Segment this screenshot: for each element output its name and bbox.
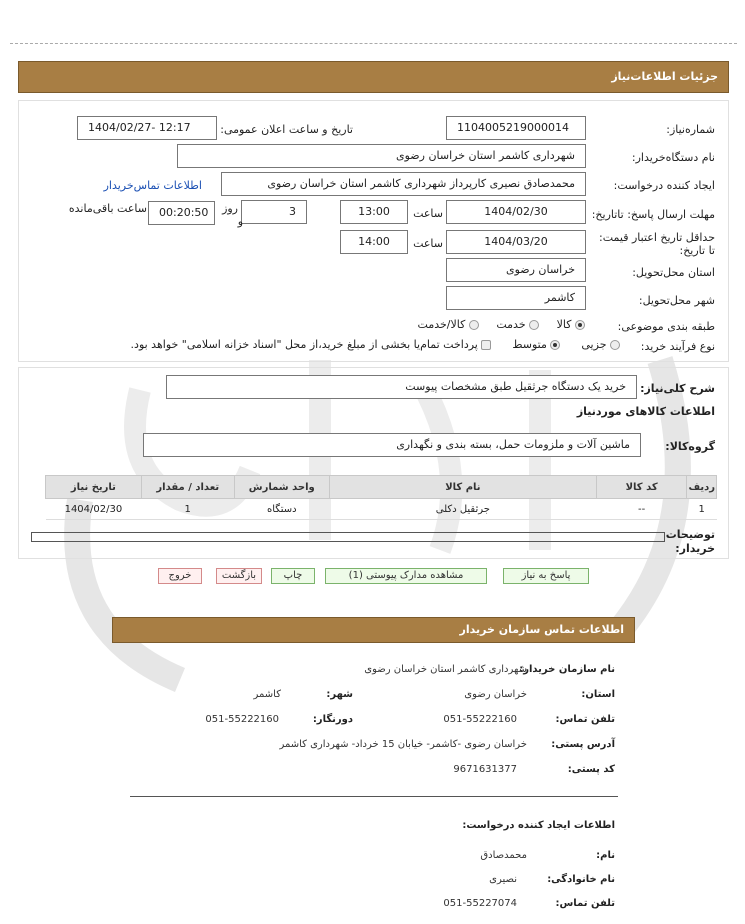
- contact-city-value: کاشمر: [253, 689, 281, 700]
- process-options: [131, 338, 620, 351]
- summary-label: شرح کلی‌نیاز:: [640, 382, 715, 395]
- goods-table-header: [46, 476, 717, 499]
- need-number-label: شماره‌نیاز:: [666, 123, 715, 136]
- process-option-medium: متوسط: [512, 338, 547, 351]
- table-row: [46, 499, 717, 520]
- col-code: کد کالا: [596, 476, 687, 499]
- category-option-goods: کالا: [556, 318, 572, 331]
- buyer-label: نام دستگاه‌خریدار:: [631, 151, 715, 164]
- category-radio-both[interactable]: [469, 320, 479, 330]
- goods-group-field: ماشین آلات و ملزومات حمل، بسته بندی و نگهداری: [143, 433, 641, 457]
- creator-family-label: نام خانوادگی:: [547, 874, 615, 885]
- contact-address-value: خراسان رضوی -کاشمر- خیابان 15 خرداد- شهرداری کاشمر: [279, 739, 527, 750]
- process-radio-minor[interactable]: [610, 340, 620, 350]
- buyer-field: شهرداری کاشمر استان خراسان رضوی: [177, 144, 586, 168]
- city-field: کاشمر: [446, 286, 586, 310]
- cell-qty: 1: [141, 499, 234, 520]
- category-radio-goods[interactable]: [575, 320, 585, 330]
- creator-name-label: نام:: [596, 850, 615, 861]
- process-radio-medium[interactable]: [550, 340, 560, 350]
- category-option-service: خدمت: [496, 318, 526, 331]
- deadline-time-field: 13:00: [340, 200, 408, 224]
- category-option-both: کالا/خدمت: [417, 318, 466, 331]
- goods-info-title: اطلاعات کالاهای موردنیاز: [576, 405, 715, 418]
- countdown-field: 00:20:50: [148, 201, 215, 225]
- exit-button[interactable]: خروج: [158, 568, 202, 584]
- contact-address-label: آدرس پستی:: [551, 739, 615, 750]
- cell-row: 1: [687, 499, 717, 520]
- cell-name: جرثقیل دکلی: [329, 499, 596, 520]
- category-options: [418, 318, 585, 331]
- category-label: طبقه بندی موضوعی:: [617, 320, 715, 333]
- back-button[interactable]: بازگشت: [216, 568, 262, 584]
- days-field: 3: [241, 200, 307, 224]
- reply-button[interactable]: پاسخ به نیاز: [503, 568, 589, 584]
- province-label: استان محل‌تحویل:: [632, 266, 715, 279]
- col-date: تاریخ نیاز: [46, 476, 142, 499]
- top-divider: [10, 43, 737, 44]
- cell-code: --: [596, 499, 687, 520]
- deadline-time-label: ساعت: [413, 207, 443, 220]
- contact-fax-label: دورنگار:: [312, 714, 353, 725]
- print-button[interactable]: چاپ: [271, 568, 315, 584]
- category-radio-service[interactable]: [529, 320, 539, 330]
- creator-field: محمدصادق نصیری کارپرداز شهرداری کاشمر استان خراسان رضوی: [221, 172, 586, 196]
- goods-table: [45, 475, 717, 520]
- province-field: خراسان رضوی: [446, 258, 586, 282]
- contact-city-label: شهر:: [326, 689, 353, 700]
- validity-time-label: ساعت: [413, 237, 443, 250]
- contact-province-value: خراسان رضوی: [464, 689, 527, 700]
- col-name: نام کالا: [329, 476, 596, 499]
- creator-family-value: نصیری: [489, 874, 517, 885]
- col-unit: واحد شمارش: [234, 476, 329, 499]
- creator-phone-label: تلفن تماس:: [555, 898, 615, 909]
- process-option-minor: جزیی: [581, 338, 607, 351]
- treasury-checkbox[interactable]: [481, 340, 491, 350]
- buyer-notes-label: توضیحات خریدار:: [665, 528, 715, 555]
- announce-field: 1404/02/27- 12:17: [77, 116, 217, 140]
- attachments-button[interactable]: مشاهده مدارک پیوستی (1): [325, 568, 487, 584]
- process-label: نوع فرآیند خرید:: [640, 340, 715, 353]
- contact-phone-value: 051-55222160: [443, 714, 517, 725]
- deadline-date-field: 1404/02/30: [446, 200, 586, 224]
- contact-phone-label: تلفن تماس:: [555, 714, 615, 725]
- validity-label: حداقل تاریخ اعتبار قیمت: تا تاریخ:: [599, 231, 715, 257]
- col-qty: تعداد / مقدار: [141, 476, 234, 499]
- need-number-field: 1104005219000014: [446, 116, 586, 140]
- cell-unit: دستگاه: [234, 499, 329, 520]
- and-label: و: [237, 215, 243, 228]
- creator-name-value: محمدصادق: [480, 850, 527, 861]
- details-panel-title: جزئیات اطلاعات‌نیاز: [611, 70, 718, 83]
- remaining-label: ساعت باقی‌مانده: [68, 202, 147, 215]
- contact-province-label: استان:: [581, 689, 615, 700]
- contact-fax-value: 051-55222160: [205, 714, 279, 725]
- contact-org-label: نام سازمان خریدار:: [519, 664, 615, 675]
- contact-panel-title: اطلاعات تماس سازمان خریدار: [459, 623, 624, 636]
- goods-group-label: گروه‌کالا:: [665, 440, 715, 453]
- creator-phone-value: 051-55227074: [443, 898, 517, 909]
- buyer-notes-field: [31, 532, 665, 542]
- validity-time-field: 14:00: [340, 230, 408, 254]
- creator-info-title: اطلاعات ایجاد کننده درخواست:: [462, 820, 615, 831]
- details-panel-header: [18, 61, 729, 93]
- validity-date-field: 1404/03/20: [446, 230, 586, 254]
- contact-org-value: شهرداری کاشمر استان خراسان رضوی: [364, 664, 527, 675]
- contact-panel-header: [112, 617, 635, 643]
- announce-label: تاریخ و ساعت اعلان عمومی:: [220, 123, 353, 136]
- contact-postal-value: 9671631377: [453, 764, 517, 775]
- deadline-label: مهلت ارسال پاسخ: تاتاریخ:: [591, 208, 715, 221]
- days-label: روز: [222, 202, 238, 215]
- cell-date: 1404/02/30: [46, 499, 142, 520]
- contact-divider: [130, 796, 618, 797]
- creator-label: ایجاد کننده درخواست:: [613, 179, 715, 192]
- city-label: شهر محل‌تحویل:: [638, 294, 715, 307]
- col-row: ردیف: [687, 476, 717, 499]
- summary-field: خرید یک دستگاه جرثقیل طبق مشخصات پیوست: [166, 375, 637, 399]
- contact-postal-label: کد پستی:: [567, 764, 615, 775]
- buyer-contact-link[interactable]: اطلاعات تماس‌خریدار: [103, 179, 202, 192]
- payment-note: پرداخت تمام‌یا بخشی از مبلغ خرید،از محل "اسناد خزانه اسلامی" خواهد بود.: [130, 338, 478, 351]
